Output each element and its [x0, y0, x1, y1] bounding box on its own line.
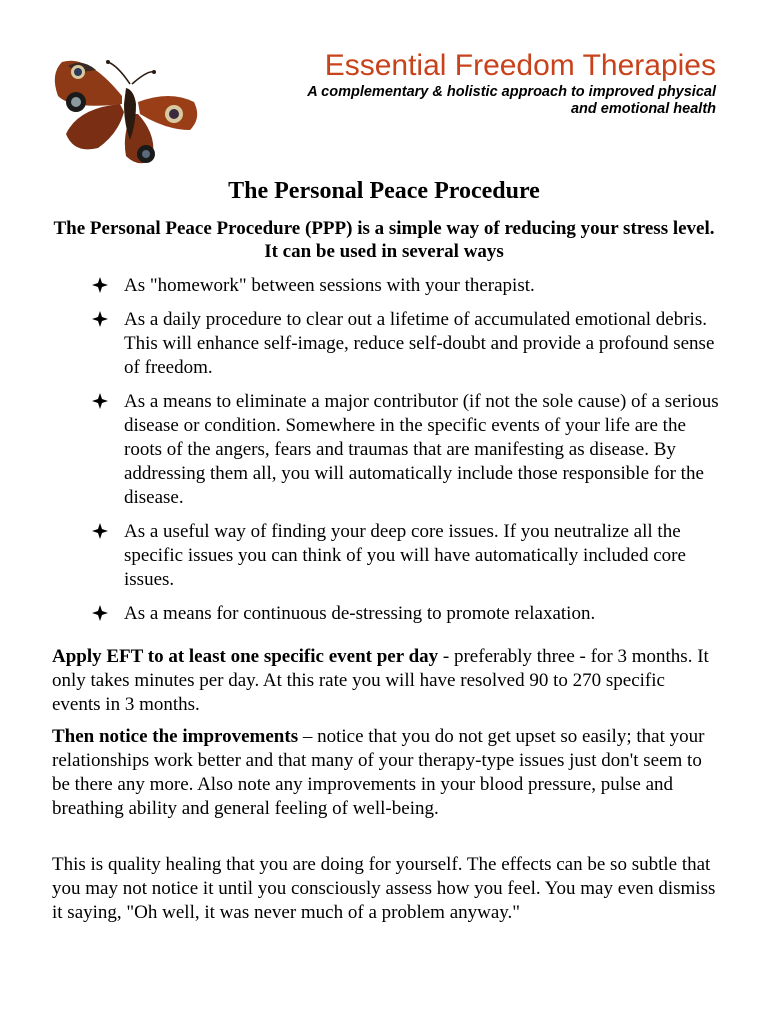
diamond-bullet-icon	[92, 393, 108, 409]
tagline-line-1: A complementary & holistic approach to improved physical	[307, 84, 716, 100]
butterfly-icon	[48, 44, 202, 168]
list-item-text: As a daily procedure to clear out a lifetime of accumulated emotional debris. This will enhance self-image, reduce self-doubt and provide a profound sense of freedom.	[124, 309, 715, 378]
improvements-paragraph	[52, 725, 716, 821]
page-header	[0, 0, 768, 170]
list-item-text: As a useful way of finding your deep core issues. If you neutralize all the specific issues you can think of you will have automatically included core issues.	[124, 521, 686, 590]
brand-title: Essential Freedom Therapies	[324, 49, 716, 82]
quality-healing-paragraph: This is quality healing that you are doing for yourself. The effects can be so subtle that you may not notice it until you consciously assess how you feel. You may even dismiss it saying, "Oh well, it was never much of a problem anyway."	[52, 854, 716, 923]
apply-eft-text: - preferably three - for 3 months. It only takes minutes per day. At this rate you will have resolved 90 to 270 specific events in 3 months.	[52, 646, 709, 715]
improvements-text: – notice that you do not get upset so easily; that your relationships work better and that many of your therapy-type issues just don't seem to be there any more. Also note any improvements in your blood pressure, pulse and breathing ability and general feeling of well-being.	[52, 726, 705, 819]
diamond-bullet-icon	[92, 523, 108, 539]
diamond-bullet-icon	[92, 311, 108, 327]
list-item-text: As a means to eliminate a major contributor (if not the sole cause) of a serious disease or condition. Somewhere in the specific events of your life are the roots of the angers, fears and traumas that are manifesting as disease. By addressing them all, you will automatically include those responsible for the disease.	[124, 391, 719, 508]
list-item-text: As "homework" between sessions with your therapist.	[124, 275, 535, 296]
list-item-text: As a means for continuous de-stressing to promote relaxation.	[124, 603, 596, 624]
list-item	[92, 602, 720, 626]
list-item	[92, 520, 720, 592]
document-title: The Personal Peace Procedure	[228, 178, 540, 204]
diamond-bullet-icon	[92, 277, 108, 293]
diamond-bullet-icon	[92, 605, 108, 621]
brand-tagline	[216, 84, 716, 118]
intro-paragraph: The Personal Peace Procedure (PPP) is a simple way of reducing your stress level. It can be used in several ways	[53, 218, 715, 262]
tagline-line-2: and emotional health	[570, 101, 716, 117]
list-item	[92, 308, 720, 380]
apply-eft-paragraph	[52, 645, 716, 717]
list-item	[92, 390, 720, 510]
list-item	[92, 274, 720, 298]
apply-eft-lead: Apply EFT to at least one specific event per day	[52, 646, 439, 667]
improvements-lead: Then notice the improvements	[52, 726, 299, 747]
usage-list	[92, 274, 720, 636]
